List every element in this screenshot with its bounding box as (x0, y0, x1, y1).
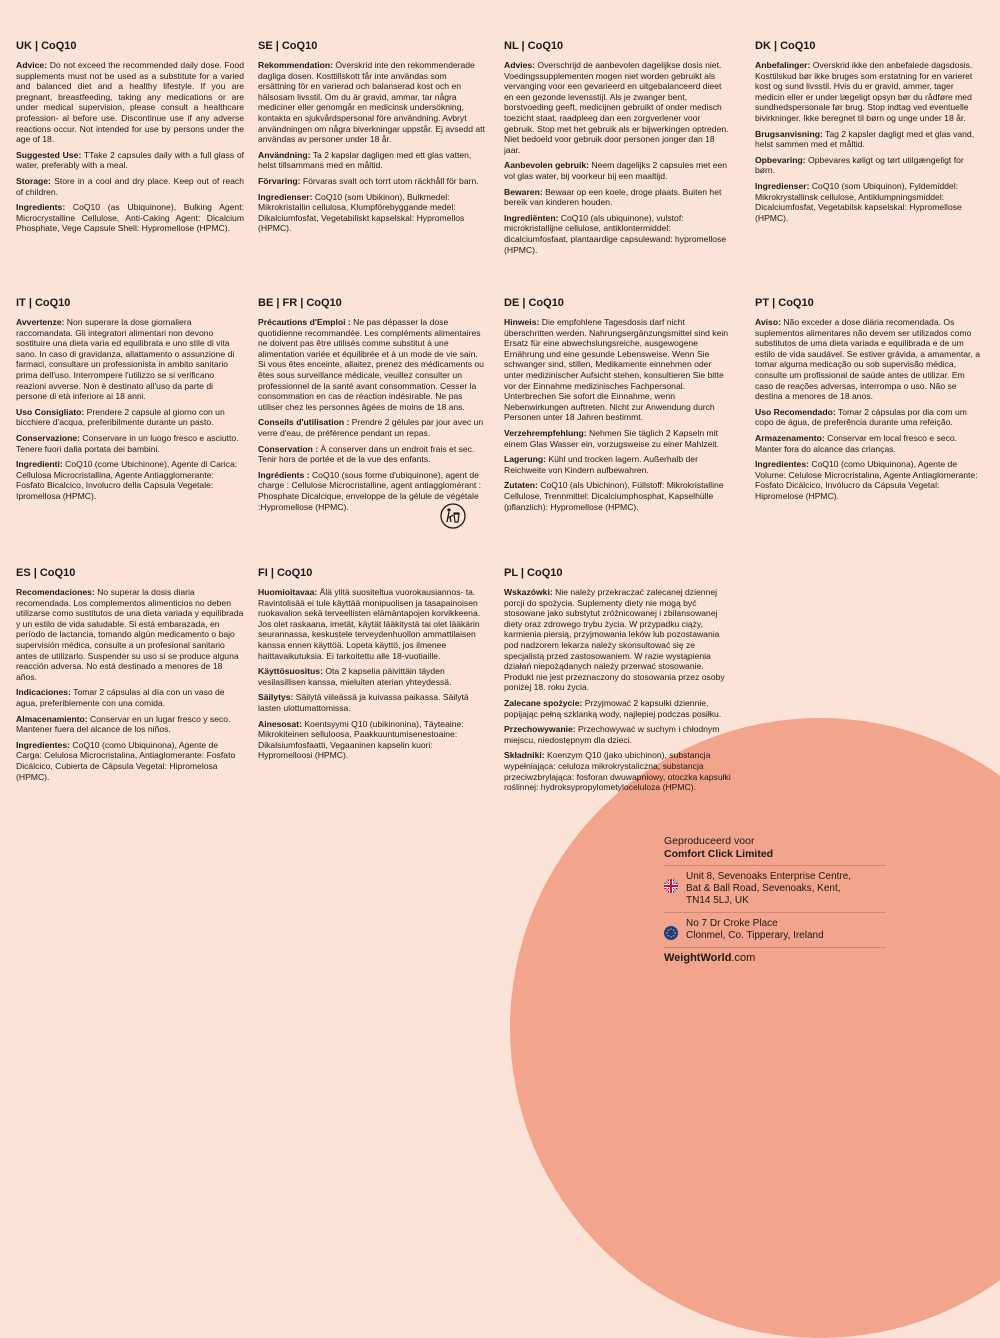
section-text: Przechowywać w suchym i chłodnym miejscu, niedostępnym dla dzieci. (504, 724, 720, 745)
label-section (258, 719, 486, 761)
label-section (258, 417, 486, 438)
section-text: Non superare la dose giornaliera raccomandata. Gli integratori alimentari non devono sostituire una dieta varia ed equilibrata e uno stile di vita sano. In caso di gravidanza, allattamento o assunzione di farmaci, consultare un professionista in ambito sanitario prima dell'uso. Interrompere l'utilizzo se si verificano reazioni avverse. Non è destinato all'uso da parte di persone di età inferiore ai 18 anni. (16, 317, 235, 402)
label-section (755, 181, 983, 223)
label-section (504, 724, 732, 745)
section-text: Die empfohlene Tagesdosis darf nicht überschritten werden. Nahrungsergänzungsmittel sind kein Ersatz für eine abwechslungsreiche, ausgewogene Ernährung und eine gesunde Lebensweise. Wenn Sie schwanger sind, stillen, Medikamente einnehmen oder unter medizinischer Aufsicht stehen, konsultieren Sie bitte vor der Einnahme medizinisches Fachpersonal. Unterbrechen Sie sofort die Einnahme, wenn Nebenwirkungen auftreten. Nicht zur Anwendung durch Personen unter 18 Jahren bestimmt. (504, 317, 729, 423)
label-section (16, 740, 244, 782)
section-label: Ingredientes: (755, 459, 809, 470)
label-column-it (16, 297, 244, 507)
section-label: Rekommendation: (258, 60, 333, 70)
section-text: Overskrid ikke den anbefalede dagsdosis. Kosttilskud bør ikke bruges som erstatning for en varieret kost og sund livsstil. Hvis du er gravid, ammer, tager medicin eller er under lægeligt opsyn bør du rådføre med sundhedspersonale før brug. Stop indtag ved eventuelle bivirkninger. Ikke beregnet til børn og unge under 18 år. (755, 60, 973, 123)
section-text: CoQ10 (als Ubichinon), Füllstoff: Mikrokristalline Cellulose, Trennmittel: Dicalciumphosphat, Kapselhülle (pflanzlich): Hypromellose (HPMC). (504, 480, 724, 512)
label-section (755, 407, 983, 428)
section-label: Indicaciones: (16, 687, 71, 698)
language-heading: DK | CoQ10 (755, 40, 816, 52)
language-heading: SE | CoQ10 (258, 40, 318, 52)
label-section (16, 433, 244, 454)
label-section (16, 317, 244, 402)
section-label: Huomioitavaa: (258, 587, 318, 597)
section-text: Prendere 2 capsule al giorno con un bicchiere d'acqua, preferibilmente durante un pasto. (16, 406, 225, 428)
language-heading: BE | FR | CoQ10 (258, 297, 342, 309)
language-heading: PL | CoQ10 (504, 567, 563, 579)
section-label: Uso Recomendado: (755, 406, 836, 417)
section-label: Brugsanvisning: (755, 128, 823, 139)
section-label: Ainesosat: (258, 718, 302, 729)
section-label: Wskazówki: (504, 587, 553, 597)
label-section (258, 150, 486, 171)
section-label: Aviso: (755, 317, 781, 327)
section-text: À conserver dans un endroit frais et sec. Tenir hors de portée et de la vue des enfants. (258, 443, 475, 465)
section-label: Storage: (16, 175, 51, 186)
label-section (504, 480, 732, 512)
section-label: Ingredients: (16, 202, 66, 213)
section-text: Kühl und trocken lagern. Außerhalb der Reichweite von Kindern aufbewahren. (504, 454, 698, 475)
produced-for-label: Geproduceerd voor (664, 835, 755, 847)
section-text: Conservare in un luogo fresco e asciutto. Tenere fuori dalla portata dei bambini. (16, 432, 239, 454)
section-text: Store in a cool and dry place. Keep out of reach of children. (16, 175, 244, 197)
label-section (258, 587, 486, 661)
label-section (504, 454, 732, 475)
label-section (504, 698, 732, 719)
label-column-uk (16, 40, 244, 239)
section-text: Förvaras svalt och torrt utom räckhåll för barn. (300, 175, 479, 186)
decorative-circle (510, 718, 1000, 1338)
label-section (504, 587, 732, 693)
uk-address-line: TN14 5LJ, UK (686, 895, 749, 906)
brand-website (664, 948, 886, 964)
section-text: Säilytä viileässä ja kuivassa paikassa. Säilytä lasten ulottumattomissa. (258, 692, 469, 713)
brand-domain: .com (731, 952, 756, 964)
eu-flag-icon (664, 926, 678, 940)
label-section (504, 60, 732, 155)
label-column-pl (504, 567, 732, 798)
language-heading: NL | CoQ10 (504, 40, 564, 52)
section-label: Ingredienser: (755, 180, 810, 191)
label-section (16, 459, 244, 501)
label-section (16, 714, 244, 735)
recycle-person-bin-icon (440, 503, 466, 529)
section-text: CoQ10 (som Ubiquinon), Fyldemiddel: Mikrokrystallinsk cellulose, Antiklumpningsmiddel: Dicalciumfosfat, Vegetabilsk kapselskal: Hypromellose (HPMC). (755, 180, 962, 223)
label-section (258, 692, 486, 713)
label-section (258, 444, 486, 465)
label-section (16, 60, 244, 145)
section-text: Koentsyymi Q10 (ubikinonina), Täyteaine: Mikrokiteinen selluloosa, Paakkuuntumisenestoaine: Dikalsiumfosfaatti, Vegaaninen kapselin kuori: Hypromelloosi (HPMC). (258, 718, 464, 761)
label-section (755, 155, 983, 176)
section-label: Opbevaring: (755, 154, 806, 165)
section-text: Ota 2 kapselia päivittäin täyden vesilasillisen kanssa, mieluiten aterian yhteydessä. (258, 666, 452, 687)
section-text: No superar la dosis diaria recomendada. Los complementos alimenticios no deben utilizarse como sustitutos de una dieta variada y equilibrada y un estilo de vida saludable. Si está embarazada, en período de lactancia, tomando algún medicamento o bajo supervisión médica, consulte a un profesional sanitario antes de utilizarlo. Suspender su uso si se produce alguna reacción adversa. No está destinado a menores de 18 años. (16, 587, 244, 682)
label-column-nl (504, 40, 732, 260)
section-label: Przechowywanie: (504, 724, 576, 735)
ie-address-line: No 7 Dr Croke Place (686, 918, 778, 929)
section-label: Käyttösuositus: (258, 666, 323, 677)
label-column-es (16, 567, 244, 787)
section-text: Conservar en un lugar fresco y seco. Mantener fuera del alcance de los niños. (16, 713, 231, 735)
section-label: Aanbevolen gebruik: (504, 160, 589, 171)
section-text: Nie należy przekraczać zalecanej dziennej porcji do spożycia. Suplementy diety nie mogą być stosowane jako substytut zróżnicowanej i zbilansowanej diety oraz zdrowego trybu życia. W przypadku ciąży, karmienia piersią, przyjmowania leków lub pozostawania pod nadzorem lekarza należy skonsultować się ze specjalistą przed zastosowaniem. W razie wystąpienia działań niepożądanych należy przerwać stosowanie. Produkt nie jest przeznaczony do stosowania przez osoby poniżej 18. roku życia. (504, 587, 725, 693)
label-section (16, 407, 244, 428)
company-name: Comfort Click Limited (664, 848, 886, 866)
section-label: Suggested Use: (16, 149, 82, 160)
label-section (16, 587, 244, 682)
label-column-befr (258, 297, 486, 517)
label-section (16, 687, 244, 708)
section-text: Do not exceed the recommended daily dose. Food supplements must not be used as a substitute for a varied and balanced diet and a healthy lifestyle. If you are pregnant, breastfeeding, taking any medications or are under medical supervision, please consult a healthcare profession- al before use. Discontinue use if any adverse reactions occur. Not intended for use by persons under the age of 18. (16, 60, 244, 145)
section-label: Anbefalinger: (755, 60, 811, 70)
uk-address-line: Bat & Ball Road, Sevenoaks, Kent, (686, 883, 841, 894)
section-label: Lagerung: (504, 454, 547, 465)
label-section (755, 433, 983, 454)
section-text: Tag 2 kapsler dagligt med et glas vand, helst sammen med et måltid. (755, 128, 975, 150)
section-label: Avvertenze: (16, 317, 65, 327)
label-column-pt (755, 297, 983, 507)
uk-address-line: Unit 8, Sevenoaks Enterprise Centre, (686, 871, 852, 882)
label-section (755, 129, 983, 150)
section-label: Ingredientes: (16, 739, 70, 750)
section-text: Koenzym Q10 (jako ubichinon), substancja wypełniająca: celuloza mikrokrystaliczna, substancja przeciwzbrylająca: fosforan dwuwapniowy, otoczka kapsułki roślinnej: hydroksypropylometyloceluloza (HPMC). (504, 750, 731, 793)
language-heading: PT | CoQ10 (755, 297, 814, 309)
section-label: Advies: (504, 60, 536, 70)
company-info (664, 835, 886, 964)
section-text: Tomar 2 cápsulas por dia com um copo de água, de preferência durante uma refeição. (755, 406, 967, 428)
section-text: CoQ10 (as Ubiquinone), Bulking Agent: Microcrystalline Cellulose, Anti-Caking Agent: Dicalcium Phosphate, Vege Capsule Shell: Hypromellose (HPMC). (16, 202, 244, 234)
section-label: Advice: (16, 60, 48, 70)
uk-flag-icon (664, 879, 678, 893)
section-text: CoQ10 (come Ubichinone), Agente di Carica: Cellulosa Microcristallina, Agente Antiagglomerante: Fosfato Bicalcico, Involucro della Capsula Vegetale: Ipromellosa (HPMC). (16, 459, 238, 501)
label-section (258, 192, 486, 234)
section-text: Ta 2 kapslar dagligen med ett glas vatten, helst tillsammans med en måltid. (258, 149, 472, 171)
section-text: Ne pas dépasser la dose quotidienne recommandée. Les compléments alimentaires ne doivent pas être utilisés comme substitut à une alimentation variée et équilibrée et à un mode de vie sain. Si vous êtes enceinte, allaitez, prenez des médicaments ou êtes sous surveillance médicale, veuillez consulter un professionnel de la santé avant consommation. Cesser la consommation en cas de réaction indésirable. Ne pas utiliser chez les personnes âgées de moins de 18 ans. (258, 317, 484, 412)
label-section (258, 60, 486, 145)
label-section (16, 202, 244, 234)
section-text: CoQ10 (sous forme d'ubiquinone), agent de charge : Cellulose Microcristalline, agent antiagglomérant : Phosphate Dicalcique, enveloppe de la gélule de végétale :Hypromellose (HPMC). (258, 469, 482, 512)
language-heading: DE | CoQ10 (504, 297, 564, 309)
section-label: Składniki: (504, 750, 545, 761)
label-column-se (258, 40, 486, 239)
section-label: Conservation : (258, 443, 319, 454)
section-text: Opbevares køligt og tørt utilgængeligt for børn. (755, 154, 964, 176)
section-label: Zalecane spożycie: (504, 697, 583, 708)
label-column-dk (755, 40, 983, 228)
label-section (504, 317, 732, 423)
section-label: Bewaren: (504, 186, 543, 197)
section-label: Ingredienser: (258, 191, 313, 202)
section-text: CoQ10 (som Ubikinon), Bulkmedel: Mikrokristallin cellulosa, Klumpförebyggande medel: Dikalciumfosfat, Vegetabiliskt kapselskal: Hypromellos (HPMC). (258, 191, 465, 234)
label-section (504, 213, 732, 255)
section-label: Ingrédients : (258, 469, 310, 480)
section-label: Ingrediënten: (504, 212, 559, 223)
label-column-fi (258, 567, 486, 766)
label-section (504, 160, 732, 181)
section-text: Neem dagelijks 2 capsules met een vol glas water, bij voorkeur bij een maaltijd. (504, 160, 728, 181)
section-text: Bewaar op een koele, droge plaats. Buiten het bereik van kinderen houden. (504, 186, 722, 208)
section-label: Säilytys: (258, 692, 294, 703)
section-label: Hinweis: (504, 317, 540, 327)
section-label: Armazenamento: (755, 432, 825, 443)
label-column-de (504, 297, 732, 517)
label-section (258, 666, 486, 687)
section-text: CoQ10 (como Ubiquinona), Agente de Volume: Celulose Microcristalina, Agente Antiaglomerante: Fosfato Dicálcico, Invólucro da Cápsula Vegetal: Hipromelose (HPMC). (755, 459, 978, 501)
section-text: TTake 2 capsules daily with a full glass of water, preferably with a meal. (16, 149, 244, 171)
label-section (504, 750, 732, 792)
section-text: Prendre 2 gélules par jour avec un verre d'eau, de préférence pendant un repas. (258, 417, 484, 438)
language-heading: UK | CoQ10 (16, 40, 77, 52)
section-text: CoQ10 (als ubiquinone), vulstof: microkristallijne cellulose, antiklontermiddel: dicalciumfosfaat, plantaardige capsulewand: hypromellose (HPMC). (504, 212, 727, 255)
section-label: Zutaten: (504, 480, 538, 491)
label-section (755, 60, 983, 124)
label-section (16, 150, 244, 171)
section-text: Overschrijd de aanbevolen dagelijkse dosis niet. Voedingssupplementen mogen niet worden gebruikt als vervanging voor een gevarieerd en uitgebalanceerd dieet en een gezonde levensstijl. Als je zwanger bent, borstvoeding geeft, medicijnen gebruikt of onder medisch toezicht staat, raadpleeg dan een zorgverlener voor gebruik. Stop met het gebruik als er bijwerkingen optreden. Niet bedoeld voor gebruik door personen jonger dan 18 jaar. (504, 60, 729, 155)
label-section (258, 317, 486, 412)
section-label: Almacenamiento: (16, 713, 88, 724)
ie-address-line: Clonmel, Co. Tipperary, Ireland (686, 930, 824, 941)
section-label: Précautions d'Emploi : (258, 317, 351, 327)
language-heading: FI | CoQ10 (258, 567, 313, 579)
label-section (504, 187, 732, 208)
section-text: Älä ylitä suositeltua vuorokausiannos- ta. Ravintolisää ei tule käyttää monipuolisen ja tasapainoisen ruokavalion sekä terveellisten elämäntapojen korvikkeena. Jos olet raskaana, imetät, käytät lääkitystä tai olet lääkärin seurannassa, keskustele terveydenhuollon ammattilaisen kanssa ennen käyttöä. Lopeta käyttö, jos ilmenee haittavaikutuksia. Ei tarkoitettu alle 18-vuotiaille. (258, 587, 481, 661)
ie-address-block (664, 913, 886, 948)
label-section (16, 176, 244, 197)
section-label: Ingredienti: (16, 459, 63, 470)
uk-address-block (664, 866, 886, 913)
section-text: Não exceder a dose diária recomendada. Os suplementos alimentares não devem ser utilizados como substitutos de uma dieta variada e equilibrada e de um estilo de vida saudável. Se estiver grávida, a amamentar, a tomar alguma medicação ou sob supervisão médica, consulte um profissional de saúde antes de utilizar. Em caso de reações adversas, interrompa o uso. Não se destina a menores de 18 anos. (755, 317, 980, 402)
language-heading: IT | CoQ10 (16, 297, 71, 309)
section-text: Tomar 2 cápsulas al día con un vaso de agua, preferiblemente con una comida. (16, 687, 225, 708)
label-section (258, 176, 486, 187)
section-text: Conservar em local fresco e seco. Manter fora do alcance das crianças. (755, 432, 958, 454)
label-section (755, 459, 983, 501)
section-text: Przyjmować 2 kapsułki dziennie, popijając pełną szklanką wody, najlepiej podczas posiłku. (504, 697, 722, 719)
section-text: CoQ10 (como Ubiquinona), Agente de Carga: Celulosa Microcristalina, Antiaglomerante: Fosfato Dicálcico, Cubierta de Cápsula Vegetal: Hipromelosa (HPMC). (16, 739, 236, 782)
section-label: Användning: (258, 149, 311, 160)
section-label: Uso Consigliato: (16, 406, 85, 417)
label-section (504, 428, 732, 449)
section-text: Överskrid inte den rekommenderade dagliga dosen. Kosttillskott får inte användas som ersättning för en varierad och balanserad kost och en hälsosam livsstil. Om du är gravid, ammar, tar några mediciner eller genomgår en medicinsk undersökning, kontakta en sjukvårdspersonal före användning. Avbryt användningen om några biverkningar uppstår. Ej avsedd att användas av personer under 18 år. (258, 60, 485, 145)
section-label: Recomendaciones: (16, 587, 95, 597)
section-label: Conseils d'utilisation : (258, 417, 350, 428)
label-section (755, 317, 983, 402)
language-heading: ES | CoQ10 (16, 567, 76, 579)
section-label: Förvaring: (258, 175, 301, 186)
section-label: Conservazione: (16, 432, 80, 443)
section-text: Nehmen Sie täglich 2 Kapseln mit einem Glas Wasser ein, vorzugsweise zu einer Mahlzeit. (504, 427, 720, 449)
section-label: Verzehrempfehlung: (504, 427, 587, 438)
brand-name: WeightWorld (664, 952, 732, 964)
